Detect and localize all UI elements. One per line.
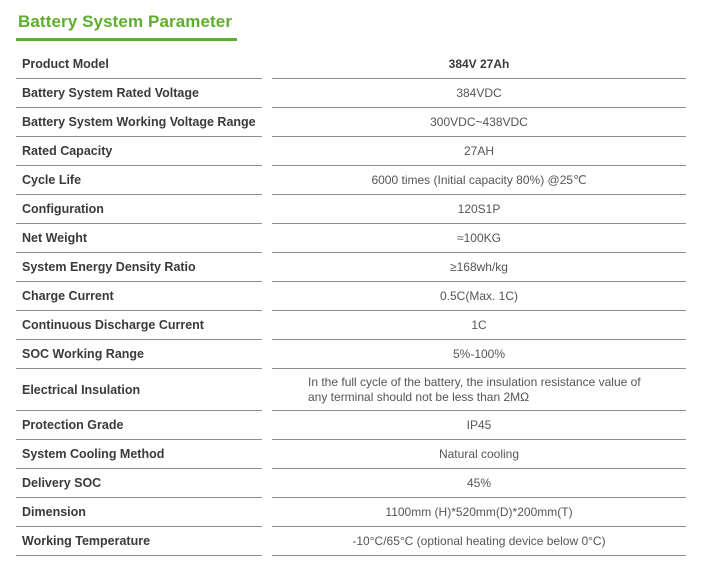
row-label: SOC Working Range: [16, 340, 262, 369]
row-value: 27AH: [272, 137, 686, 166]
table-row: [16, 224, 686, 253]
row-value: 6000 times (Initial capacity 80%) @25℃: [272, 166, 686, 195]
row-value: 5%-100%: [272, 340, 686, 369]
row-value: 1C: [272, 311, 686, 340]
row-value: 45%: [272, 469, 686, 498]
table-row: [16, 50, 686, 79]
row-label: Working Temperature: [16, 527, 262, 556]
row-value: Natural cooling: [272, 440, 686, 469]
row-label: System Energy Density Ratio: [16, 253, 262, 282]
row-label: Battery System Working Voltage Range: [16, 108, 262, 137]
row-value-line: In the full cycle of the battery, the insulation resistance value of: [308, 374, 641, 389]
row-label: Product Model: [16, 50, 262, 79]
table-row: [16, 340, 686, 369]
table-row: [16, 282, 686, 311]
row-label: Configuration: [16, 195, 262, 224]
table-row: [16, 137, 686, 166]
page-title: Battery System Parameter: [18, 12, 233, 31]
row-label: Rated Capacity: [16, 137, 262, 166]
row-label: Net Weight: [16, 224, 262, 253]
table-row: [16, 411, 686, 440]
row-value: 300VDC~438VDC: [272, 108, 686, 137]
table-row: [16, 79, 686, 108]
row-value: ≥168wh/kg: [272, 253, 686, 282]
row-value: 384V 27Ah: [272, 50, 686, 79]
row-label: System Cooling Method: [16, 440, 262, 469]
row-value: ≈100KG: [272, 224, 686, 253]
row-label: Battery System Rated Voltage: [16, 79, 262, 108]
row-label: Continuous Discharge Current: [16, 311, 262, 340]
row-label: Dimension: [16, 498, 262, 527]
row-value: 1100mm (H)*520mm(D)*200mm(T): [272, 498, 686, 527]
table-row: [16, 108, 686, 137]
row-label: Electrical Insulation: [16, 369, 262, 411]
row-label: Charge Current: [16, 282, 262, 311]
table-row: [16, 369, 686, 411]
row-value: IP45: [272, 411, 686, 440]
row-value: 384VDC: [272, 79, 686, 108]
row-label: Protection Grade: [16, 411, 262, 440]
row-label: Cycle Life: [16, 166, 262, 195]
row-value-line: any terminal should not be less than 2MΩ: [308, 389, 530, 404]
table-row: [16, 498, 686, 527]
table-row: [16, 527, 686, 556]
table-row: [16, 195, 686, 224]
title-underline: [16, 38, 237, 41]
row-value: 0.5C(Max. 1C): [272, 282, 686, 311]
row-label: Delivery SOC: [16, 469, 262, 498]
table-row: [16, 311, 686, 340]
row-value: 120S1P: [272, 195, 686, 224]
table-row: [16, 166, 686, 195]
row-value: -10°C/65°C (optional heating device below 0°C): [272, 527, 686, 556]
table-row: [16, 440, 686, 469]
parameter-table: [16, 50, 686, 556]
table-row: [16, 469, 686, 498]
table-row: [16, 253, 686, 282]
row-value: [272, 369, 686, 411]
